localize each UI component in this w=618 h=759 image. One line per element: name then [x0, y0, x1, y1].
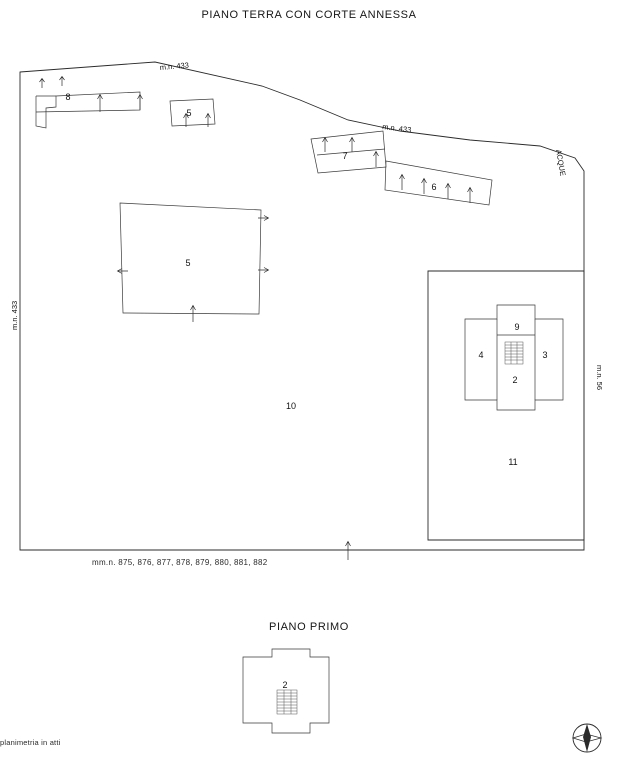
room-label-10: 10 — [285, 401, 297, 411]
room-label-7: 7 — [342, 151, 348, 161]
building-5-court — [120, 203, 261, 314]
boundary-label-right-lower: m.n. 56 — [595, 365, 604, 391]
site-boundary — [20, 62, 584, 550]
parcels-caption: mm.n. 875, 876, 877, 878, 879, 880, 881, 882 — [92, 558, 268, 567]
boundary-label-acque: ACQUE — [554, 148, 568, 177]
building-11 — [428, 271, 584, 540]
room-label-5-small: 5 — [186, 108, 192, 118]
page-title-first-floor: PIANO PRIMO — [269, 621, 349, 633]
building-2-first-floor — [243, 649, 329, 733]
room-label-8: 8 — [65, 92, 71, 102]
staircase-symbol — [505, 342, 523, 364]
room-label-11: 11 — [508, 457, 518, 467]
building-7 — [311, 131, 386, 173]
building-6 — [385, 161, 492, 205]
source-note: planimetria in atti — [0, 738, 61, 747]
staircase-symbol-first-floor — [277, 690, 297, 714]
boundary-label-top-left: m.n. 433 — [159, 60, 190, 72]
building-8 — [36, 92, 140, 128]
room-label-6: 6 — [431, 182, 437, 192]
room-label-9: 9 — [514, 322, 520, 332]
building-inner-block — [465, 305, 563, 410]
room-label-2-first-floor: 2 — [282, 680, 288, 690]
room-label-4: 4 — [478, 350, 484, 360]
room-label-2: 2 — [512, 375, 518, 385]
boundary-tick-marks — [40, 77, 473, 561]
north-compass-rose — [573, 724, 601, 752]
room-label-3: 3 — [542, 350, 548, 360]
room-label-5-court: 5 — [185, 258, 191, 268]
page-title-ground-floor: PIANO TERRA CON CORTE ANNESSA — [201, 9, 417, 21]
boundary-label-left: m.n. 433 — [10, 300, 19, 330]
boundary-label-top-right: m.n. 433 — [381, 122, 412, 135]
